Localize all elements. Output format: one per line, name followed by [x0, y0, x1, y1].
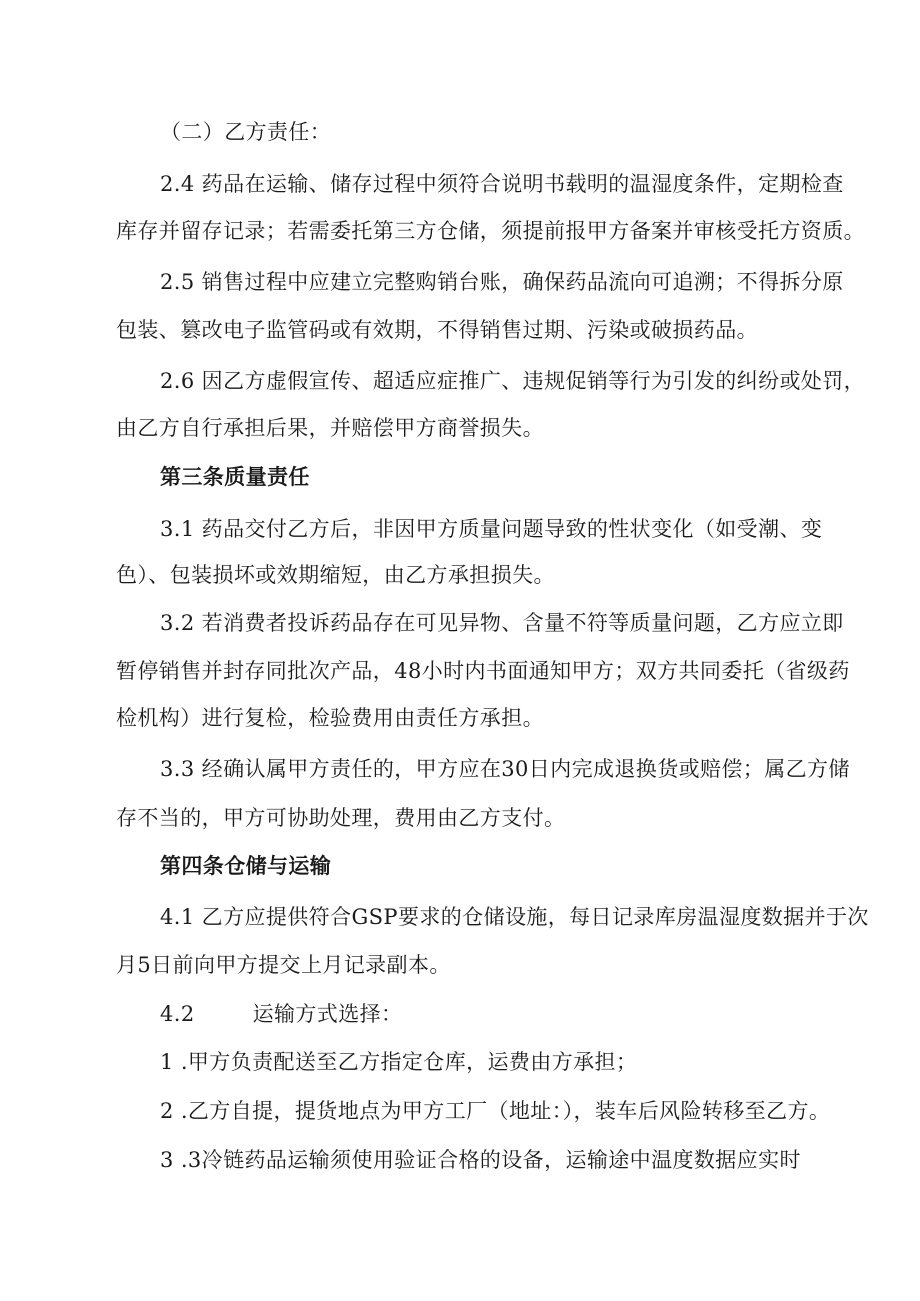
article-4-heading: 第四条仓储与运输 [160, 853, 332, 878]
clause-2-4-line-2: 库存并留存记录；若需委托第三方仓储，须提前报甲方备案并审核受托方资质。 [116, 219, 865, 243]
transport-option-1: 1 .甲方负责配送至乙方指定仓库，运费由方承担； [160, 1050, 638, 1074]
clause-3-2-line-3: 检机构）进行复检，检验费用由责任方承担。 [116, 706, 544, 730]
clause-3-3-line-2: 存不当的，甲方可协助处理，费用由乙方支付。 [116, 806, 566, 830]
transport-option-2: 2 .乙方自提，提货地点为甲方工厂（地址：），装车后风险转移至乙方。 [160, 1099, 831, 1123]
clause-4-2 [160, 1000, 402, 1028]
clause-4-1-line-1: 4.1 乙方应提供符合GSP要求的仓储设施，每日记录库房温湿度数据并于次 [160, 905, 869, 929]
transport-option-3: 3 .3冷链药品运输须使用验证合格的设备，运输途中温度数据应实时 [160, 1148, 801, 1172]
clause-3-2-line-1: 3.2 若消费者投诉药品存在可见异物、含量不符等质量问题，乙方应立即 [160, 611, 844, 635]
section-heading-party-b: （二）乙方责任： [160, 120, 332, 144]
clause-4-1-line-2: 月5日前向甲方提交上月记录副本。 [116, 953, 451, 977]
clause-3-1-line-1: 3.1 药品交付乙方后，非因甲方质量问题导致的性状变化（如受潮、变 [160, 517, 823, 541]
clause-4-2-text: 运输方式选择： [252, 1002, 403, 1026]
clause-2-5-line-2: 包装、篡改电子监管码或有效期，不得销售过期、污染或破损药品。 [116, 318, 758, 342]
clause-3-2-line-2: 暂停销售并封存同批次产品，48小时内书面通知甲方；双方共同委托（省级药 [116, 659, 850, 683]
clause-2-5-line-1: 2.5 销售过程中应建立完整购销台账，确保药品流向可追溯；不得拆分原 [160, 270, 844, 294]
clause-2-6-line-2: 由乙方自行承担后果，并赔偿甲方商誉损失。 [116, 416, 544, 440]
clause-4-2-number: 4.2 [160, 1002, 195, 1026]
clause-3-3-line-1: 3.3 经确认属甲方责任的，甲方应在30日内完成退换货或赔偿；属乙方储 [160, 757, 850, 781]
clause-3-1-line-2: 色）、包装损坏或效期缩短，由乙方承担损失。 [116, 563, 555, 587]
clause-2-6-line-1: 2.6 因乙方虚假宣传、超适应症推广、违规促销等行为引发的纠纷或处罚， [160, 369, 866, 393]
clause-2-4-line-1: 2.4 药品在运输、储存过程中须符合说明书载明的温湿度条件，定期检查 [160, 172, 844, 196]
article-3-heading: 第三条质量责任 [160, 464, 310, 489]
